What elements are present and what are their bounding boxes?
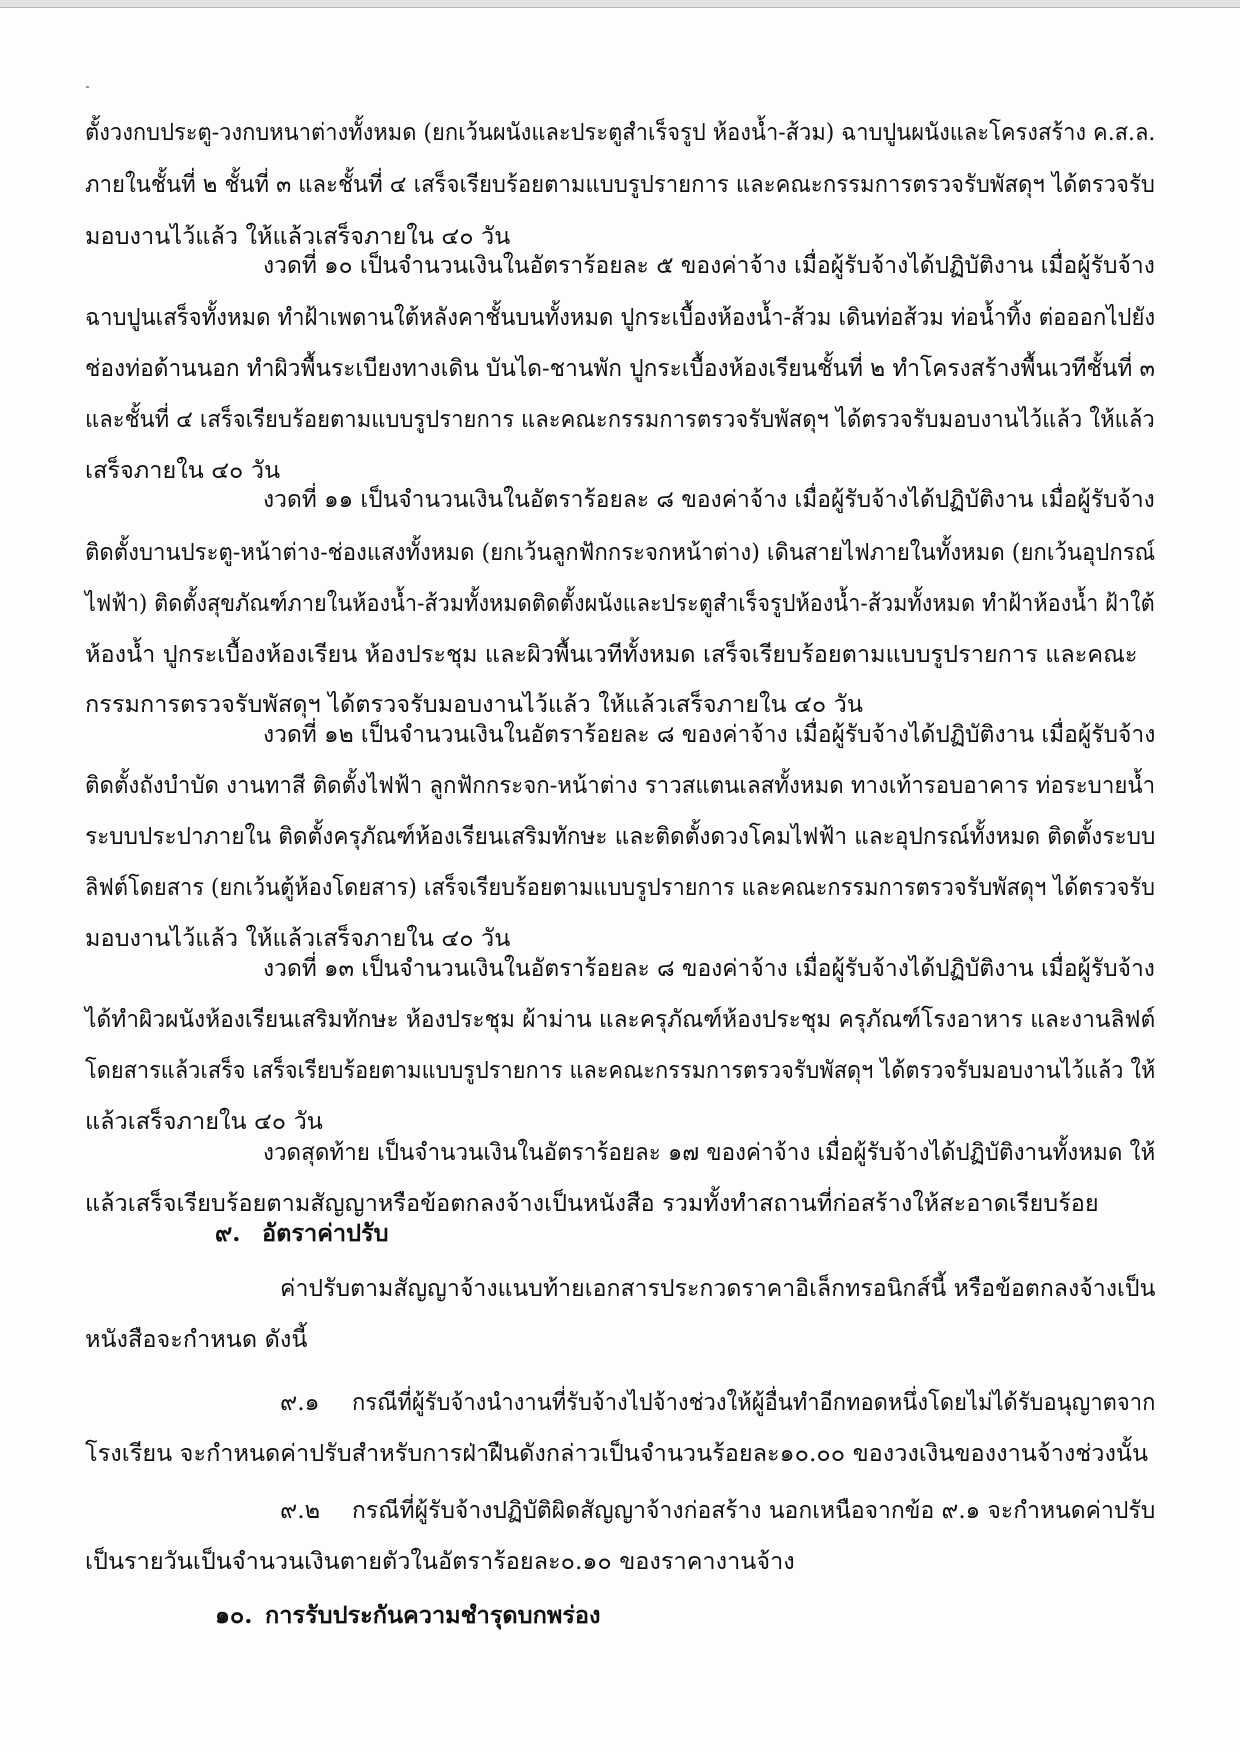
paragraph-line: ฉาบปูนเสร็จทั้งหมด ทำฝ้าเพดานใต้หลังคาชั้นบนทั้งหมด ปูกระเบื้องห้องน้ำ-ส้วม เดินท่อส้วม ท่อน้ำทิ้ง ต่อออกไปยัง [85, 303, 1156, 331]
installment-13-heading: งวดที่ ๑๓ เป็นจำนวนเงินในอัตราร้อยละ ๘ ของค่าจ้าง เมื่อผู้รับจ้างได้ปฏิบัติงาน เมื่อผู้รับจ้าง [263, 954, 1155, 982]
section-number: ๙. [215, 1219, 241, 1247]
paragraph-line: หนังสือจะกำหนด ดังนี้ [85, 1325, 308, 1353]
paragraph-line: ตั้งวงกบประตู-วงกบหนาต่างทั้งหมด (ยกเว้นผนังและประตูสำเร็จรูป ห้องน้ำ-ส้วม) ฉาบปูนผนังและโครงสร้าง ค.ส.ล. [85, 118, 1156, 146]
scan-speck [86, 86, 89, 88]
paragraph-line: แล้วเสร็จภายใน ๔๐ วัน [85, 1107, 323, 1135]
paragraph-line: ห้องน้ำ ปูกระเบื้องห้องเรียน ห้องประชุม และผิวพื้นเวทีทั้งหมด เสร็จเรียบร้อยตามแบบรูปรายการ และคณะ [85, 640, 1138, 668]
section-9-heading [0, 1211, 1240, 1255]
paragraph-line: มอบงานไว้แล้ว ให้แล้วเสร็จภายใน ๔๐ วัน [85, 924, 511, 952]
paragraph-line: ภายในชั้นที่ ๒ ชั้นที่ ๓ และชั้นที่ ๔ เสร็จเรียบร้อยตามแบบรูปรายการ และคณะกรรมการตรวจรับพัสดุฯ ได้ตรวจรับ [85, 170, 1155, 198]
paragraph-line: ระบบประปาภายใน ติดตั้งครุภัณฑ์ห้องเรียนเสริมทักษะ และติดตั้งดวงโคมไฟฟ้า และอุปกรณ์ทั้งหมด ติดตั้งระบบ [85, 822, 1156, 850]
clause-9-1 [0, 1380, 1240, 1424]
paragraph-line: เป็นรายวันเป็นจำนวนเงินตายตัวในอัตราร้อยละ๐.๑๐ ของราคางานจ้าง [85, 1547, 795, 1575]
paragraph-line: โดยสารแล้วเสร็จ เสร็จเรียบร้อยตามแบบรูปรายการ และคณะกรรมการตรวจรับพัสดุฯ ได้ตรวจรับมอบงานไว้แล้ว ให้ [85, 1056, 1156, 1084]
installment-10-heading: งวดที่ ๑๐ เป็นจำนวนเงินในอัตราร้อยละ ๕ ของค่าจ้าง เมื่อผู้รับจ้างได้ปฏิบัติงาน เมื่อผู้รับจ้าง [263, 251, 1155, 279]
paragraph-line: ไฟฟ้า) ติดตั้งสุขภัณฑ์ภายในห้องน้ำ-ส้วมทั้งหมดติดตั้งผนังและประตูสำเร็จรูปห้องน้ำ-ส้วมทั้งหมด ทำฝ้าห้องน้ำ ฝ้าใต้ [85, 589, 1155, 617]
installment-11-heading: งวดที่ ๑๑ เป็นจำนวนเงินในอัตราร้อยละ ๘ ของค่าจ้าง เมื่อผู้รับจ้างได้ปฏิบัติงาน เมื่อผู้รับจ้าง [263, 485, 1155, 513]
scan-edge [0, 0, 1240, 8]
paragraph-line: ได้ทำผิวผนังห้องเรียนเสริมทักษะ ห้องประชุม ผ้าม่าน และครุภัณฑ์ห้องประชุม ครุภัณฑ์โรงอาหาร และงานลิฟต์ [85, 1005, 1156, 1033]
paragraph-line: ค่าปรับตามสัญญาจ้างแนบท้ายเอกสารประกวดราคาอิเล็กทรอนิกส์นี้ หรือข้อตกลงจ้างเป็น [280, 1274, 1156, 1302]
paragraph-line: กรรมการตรวจรับพัสดุฯ ได้ตรวจรับมอบงานไว้แล้ว ให้แล้วเสร็จภายใน ๔๐ วัน [85, 690, 863, 718]
paragraph-line: และชั้นที่ ๔ เสร็จเรียบร้อยตามแบบรูปรายการ และคณะกรรมการตรวจรับพัสดุฯ ได้ตรวจรับมอบงานไว้แล้ว ให้แล้ว [85, 405, 1155, 433]
clause-text: กรณีที่ผู้รับจ้างนำงานที่รับจ้างไปจ้างช่วงให้ผู้อื่นทำอีกทอดหนึ่งโดยไม่ได้รับอนุญาตจาก [352, 1388, 1156, 1416]
installment-12-heading: งวดที่ ๑๒ เป็นจำนวนเงินในอัตราร้อยละ ๘ ของค่าจ้าง เมื่อผู้รับจ้างได้ปฏิบัติงาน เมื่อผู้รับจ้าง [263, 720, 1156, 748]
clause-9-2 [0, 1488, 1240, 1532]
section-10-heading [0, 1593, 1240, 1637]
paragraph-line: มอบงานไว้แล้ว ให้แล้วเสร็จภายใน ๔๐ วัน [85, 222, 511, 250]
clause-number: ๙.๒ [280, 1496, 321, 1524]
paragraph-line: โรงเรียน จะกำหนดค่าปรับสำหรับการฝ่าฝืนดังกล่าวเป็นจำนวนร้อยละ๑๐.๐๐ ของวงเงินของงานจ้างช่วงนั้น [85, 1439, 1149, 1467]
clause-text: กรณีที่ผู้รับจ้างปฏิบัติผิดสัญญาจ้างก่อสร้าง นอกเหนือจากข้อ ๙.๑ จะกำหนดค่าปรับ [352, 1496, 1156, 1524]
paragraph-line: เสร็จภายใน ๔๐ วัน [85, 456, 281, 484]
section-title: การรับประกันความชำรุดบกพร่อง [265, 1601, 601, 1629]
paragraph-line: ติดตั้งบานประตู-หน้าต่าง-ช่องแสงทั้งหมด (ยกเว้นลูกฟักกระจกหน้าต่าง) เดินสายไฟภายในทั้งหมด (ยกเว้นอุปกรณ์ [85, 538, 1156, 566]
section-title: อัตราค่าปรับ [262, 1219, 389, 1247]
paragraph-line: ติดตั้งถังบำบัด งานทาสี ติดตั้งไฟฟ้า ลูกฟักกระจก-หน้าต่าง ราวสแตนเลสทั้งหมด ทางเท้ารอบอาคาร ท่อระบายน้ำ [85, 771, 1156, 799]
section-number: ๑๐. [215, 1601, 253, 1629]
paragraph-line: ลิฟต์โดยสาร (ยกเว้นตู้ห้องโดยสาร) เสร็จเรียบร้อยตามแบบรูปรายการ และคณะกรรมการตรวจรับพัสดุฯ ได้ตรวจรับ [85, 873, 1155, 901]
clause-number: ๙.๑ [280, 1388, 320, 1416]
paragraph-line: แล้วเสร็จเรียบร้อยตามสัญญาหรือข้อตกลงจ้างเป็นหนังสือ รวมทั้งทำสถานที่ก่อสร้างให้สะอาดเรียบร้อย [85, 1189, 1099, 1217]
paragraph-line: ช่องท่อด้านนอก ทำผิวพื้นระเบียงทางเดิน บันได-ชานพัก ปูกระเบื้องห้องเรียนชั้นที่ ๒ ทำโครงสร้างพื้นเวทีชั้นที่ ๓ [85, 354, 1156, 382]
final-installment-heading: งวดสุดท้าย เป็นจำนวนเงินในอัตราร้อยละ ๑๗ ของค่าจ้าง เมื่อผู้รับจ้างได้ปฏิบัติงานทั้งหมด ให้ [263, 1138, 1156, 1166]
